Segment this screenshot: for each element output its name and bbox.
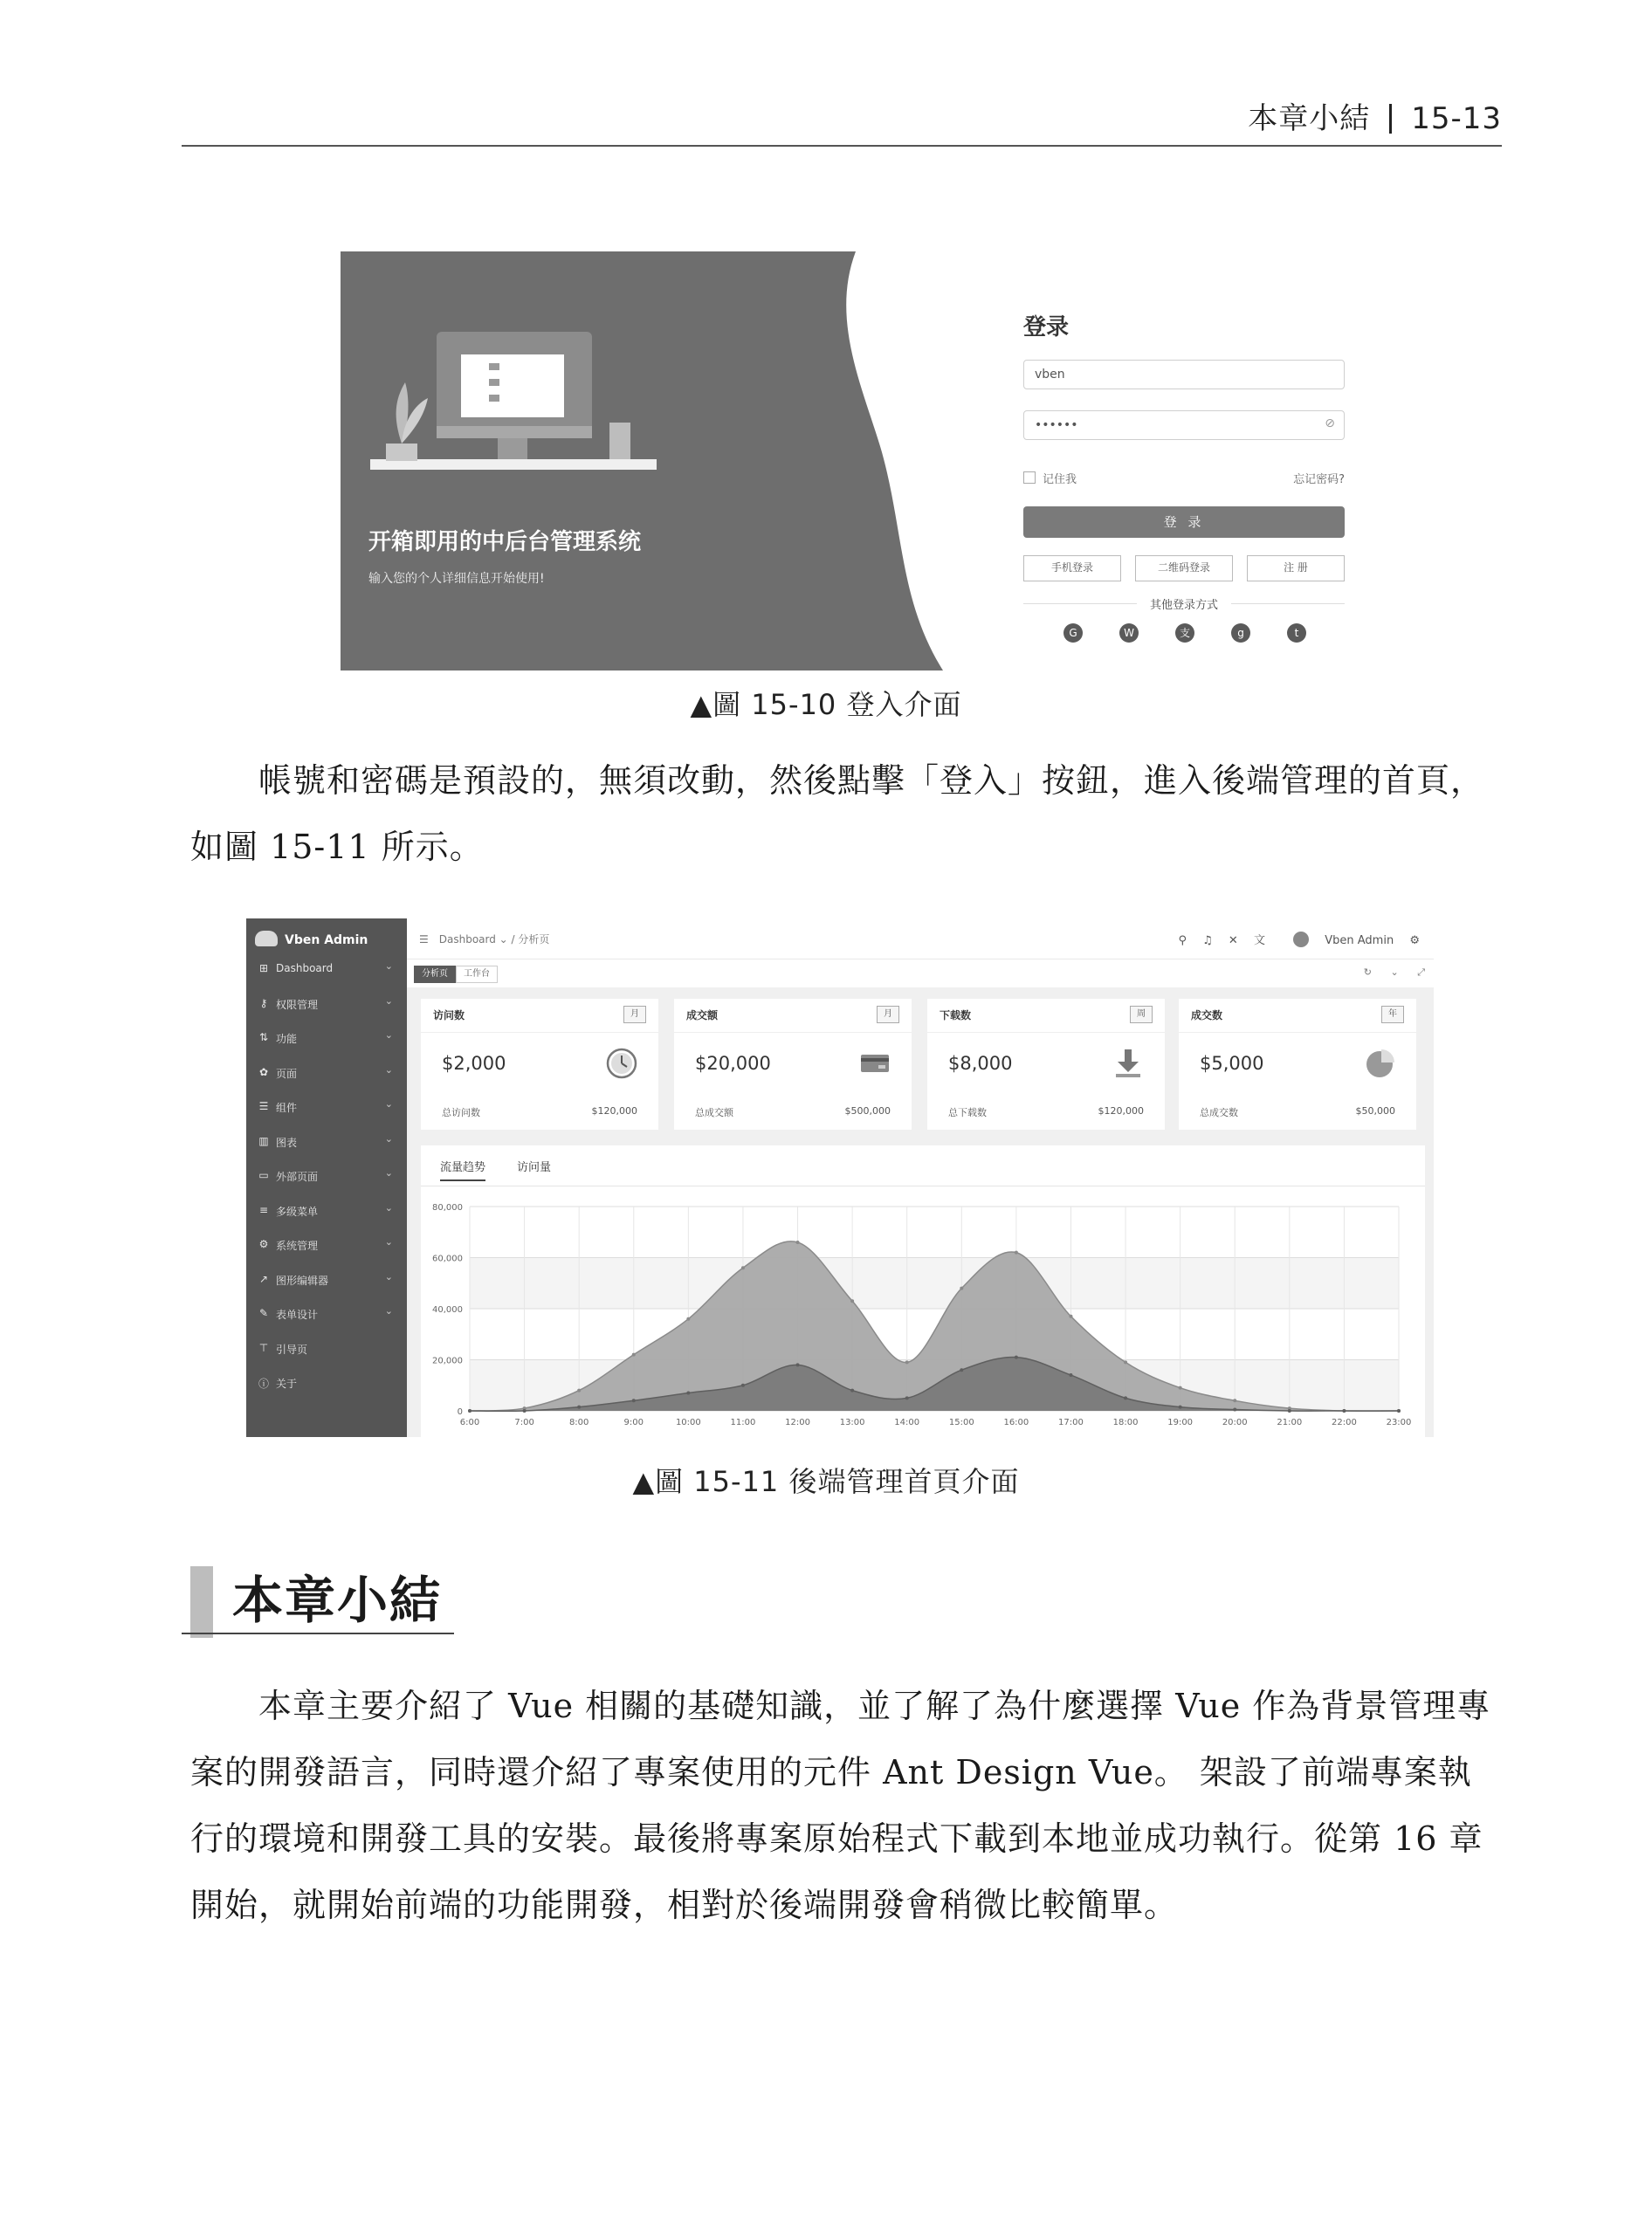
- card-divider: [1179, 1032, 1416, 1033]
- translate-icon[interactable]: 文: [1253, 934, 1265, 947]
- chevron-down-icon: ⌄: [384, 1201, 393, 1214]
- card-divider: [674, 1032, 912, 1033]
- sidebar-item[interactable]: [246, 1159, 407, 1192]
- card-footer-label: 总访问数: [442, 1107, 480, 1118]
- dashboard-icon: ⊞: [258, 962, 269, 974]
- github-icon[interactable]: G: [1063, 623, 1083, 643]
- x-tick-label: 6:00: [459, 1418, 480, 1427]
- chevron-down-icon[interactable]: ⌄: [1390, 966, 1399, 978]
- brand-name: Vben Admin: [285, 933, 368, 947]
- topbar-tools: [1166, 931, 1420, 947]
- data-point: [1069, 1315, 1072, 1318]
- login-form-title: 登录: [1023, 314, 1070, 340]
- card-footer-label: 总成交额: [695, 1107, 733, 1118]
- download-icon: [1112, 1048, 1144, 1079]
- expand-icon[interactable]: ⤢: [1417, 966, 1425, 978]
- menu-icon: ≡: [258, 1203, 269, 1216]
- login-hero-panel: [341, 251, 952, 670]
- sidebar-item-label: 多级菜单: [276, 1205, 319, 1218]
- sidebar-item-label: 图形编辑器: [276, 1274, 329, 1287]
- sidebar-item-label: 外部页面: [276, 1171, 319, 1183]
- sidebar-item-label: 权限管理: [276, 998, 319, 1011]
- section-heading: [190, 1554, 452, 1638]
- x-tick-label: 17:00: [1058, 1418, 1084, 1427]
- data-point: [850, 1299, 854, 1303]
- eye-off-icon[interactable]: ⊘: [1325, 416, 1335, 430]
- chevron-down-icon: ⌄: [384, 1167, 393, 1179]
- sidebar-item-label: 引导页: [276, 1343, 308, 1356]
- stat-card: [1179, 999, 1416, 1130]
- sidebar-item-label: 组件: [276, 1102, 298, 1114]
- period-tag[interactable]: 年: [1381, 1006, 1404, 1023]
- paragraph-1-text: 帳號和密碼是預設的，無須改動，然後點擊「登入」按鈕，進入後端管理的首頁，如圖 15-11 所示。: [190, 761, 1485, 866]
- chevron-down-icon: ⌄: [384, 1132, 393, 1145]
- login-subtitle: 输入您的个人详细信息开始使用!: [368, 572, 545, 586]
- running-header: [182, 91, 1502, 147]
- login-form: [1023, 251, 1362, 670]
- section-title: 本章小結: [232, 1571, 443, 1630]
- data-point: [1397, 1409, 1401, 1413]
- card-footer-value: $120,000: [591, 1105, 637, 1117]
- tab-analysis[interactable]: 分析页: [414, 966, 456, 983]
- card-footer-label: 总下载数: [948, 1107, 987, 1118]
- card-divider: [927, 1032, 1165, 1033]
- breadcrumb-text[interactable]: Dashboard ⌄ / 分析页: [438, 933, 550, 946]
- figure-caption-15-10: ▲圖 15-10 登入介面: [690, 688, 962, 721]
- card-value: $20,000: [695, 1053, 771, 1074]
- data-point: [741, 1266, 745, 1269]
- sidebar-item[interactable]: [246, 1056, 407, 1089]
- x-tick-label: 21:00: [1277, 1418, 1303, 1427]
- grid-band: [470, 1258, 1399, 1310]
- x-tick-label: 11:00: [730, 1418, 756, 1427]
- breadcrumb: [419, 932, 549, 946]
- x-tick-label: 22:00: [1331, 1418, 1357, 1427]
- sidebar-item-label: 表单设计: [276, 1309, 319, 1321]
- card-footer-label: 总成交数: [1200, 1107, 1238, 1118]
- card-title: 成交数: [1191, 1009, 1223, 1021]
- wechat-icon[interactable]: W: [1119, 623, 1139, 643]
- sidebar-item[interactable]: [246, 1090, 407, 1123]
- key-icon: ⚷: [259, 996, 268, 1009]
- sidebar-item-label: 图表: [276, 1136, 298, 1149]
- data-point: [1233, 1399, 1236, 1402]
- logo-icon: [255, 931, 278, 946]
- card-value: $2,000: [442, 1053, 506, 1074]
- sidebar-item[interactable]: [246, 987, 407, 1020]
- pie-icon: [1364, 1048, 1395, 1079]
- flow-icon: ↗: [258, 1272, 269, 1285]
- chevron-down-icon: ⌄: [384, 1029, 393, 1041]
- x-tick-label: 23:00: [1386, 1418, 1412, 1427]
- y-tick-label: 0: [457, 1407, 463, 1417]
- paragraph-2-text: 本章主要介紹了 Vue 相關的基礎知識，並了解了為什麼選擇 Vue 作為背景管理專案的開發語言，同時還介紹了專案使用的元件 Ant Design Vue。 架設了前端專案執行的環境和開發工具的安裝。最後將專案原始程式下載到本地並成功執行。從第 16 章開始，就開始前端的功能開發，相對於後端開發會稍微比較簡單。: [190, 1687, 1491, 1924]
- login-slogan: 开箱即用的中后台管理系统: [368, 529, 642, 555]
- figure-caption-15-11: ▲圖 15-11 後端管理首頁介面: [632, 1465, 1020, 1498]
- data-point: [1015, 1356, 1018, 1359]
- tab-visits[interactable]: 访问量: [517, 1161, 552, 1174]
- chevron-down-icon: ⌄: [384, 1305, 393, 1317]
- chevron-down-icon: ⌄: [384, 1063, 393, 1076]
- data-point: [577, 1406, 581, 1409]
- sidebar-item[interactable]: [246, 1124, 407, 1158]
- login-submit-button[interactable]: 登 录: [1023, 506, 1345, 538]
- tab-traffic-trend[interactable]: 流量趋势: [440, 1158, 485, 1181]
- section-heading-bar: [190, 1566, 213, 1638]
- clock-icon: [606, 1048, 637, 1079]
- alipay-icon[interactable]: 支: [1175, 623, 1194, 643]
- user-name: Vben Admin: [1325, 934, 1394, 947]
- wallet-icon: [859, 1048, 891, 1079]
- database-icon: ☰: [258, 1100, 269, 1112]
- checkbox-icon: [1023, 471, 1036, 484]
- chapter-label: 本章小結: [1248, 101, 1371, 136]
- card-footer-value: $50,000: [1355, 1105, 1395, 1117]
- y-tick-label: 60,000: [432, 1254, 463, 1264]
- register-button[interactable]: 注 册: [1247, 555, 1345, 581]
- refresh-icon[interactable]: ↻: [1363, 966, 1372, 978]
- x-tick-label: 12:00: [785, 1418, 810, 1427]
- data-point: [796, 1363, 800, 1366]
- brand-logo[interactable]: [255, 931, 368, 947]
- dashboard-sidebar: [246, 918, 407, 1437]
- x-tick-label: 18:00: [1112, 1418, 1139, 1427]
- sidebar-item[interactable]: [246, 952, 407, 985]
- tool-icon: ✎: [258, 1307, 269, 1319]
- guide-icon: ⊤: [258, 1341, 269, 1354]
- tab-workbench[interactable]: 工作台: [456, 966, 498, 983]
- card-divider: [421, 1032, 658, 1033]
- data-point: [1179, 1406, 1182, 1409]
- x-tick-label: 9:00: [623, 1418, 644, 1427]
- data-point: [796, 1241, 800, 1244]
- remember-me-checkbox[interactable]: [1023, 470, 1077, 486]
- page-number: 15-13: [1411, 101, 1502, 136]
- chevron-down-icon: ⌄: [384, 1098, 393, 1110]
- grid-band: [470, 1207, 1399, 1258]
- data-point: [741, 1384, 745, 1387]
- data-point: [686, 1317, 690, 1321]
- header-separator: [1389, 104, 1392, 134]
- sidebar-item[interactable]: [246, 1021, 407, 1054]
- data-point: [1342, 1409, 1346, 1413]
- data-point: [686, 1392, 690, 1395]
- data-point: [577, 1389, 581, 1393]
- y-tick-label: 80,000: [432, 1203, 463, 1213]
- traffic-trend-chart: [421, 1193, 1425, 1437]
- search-icon[interactable]: ⚲: [1178, 934, 1187, 947]
- card-value: $5,000: [1200, 1053, 1264, 1074]
- menu-fold-icon[interactable]: ☰: [419, 933, 429, 946]
- remember-me-label: 记住我: [1043, 473, 1077, 486]
- data-point: [850, 1389, 854, 1393]
- about-icon: ⓘ: [258, 1378, 269, 1390]
- sidebar-item-label: 功能: [276, 1033, 298, 1045]
- x-tick-label: 13:00: [839, 1418, 865, 1427]
- data-point: [1015, 1251, 1018, 1255]
- transfer-icon: ⇅: [258, 1031, 269, 1043]
- card-value: $8,000: [948, 1053, 1013, 1074]
- data-point: [960, 1368, 963, 1372]
- data-point: [1124, 1360, 1127, 1364]
- password-value: ••••••: [1035, 418, 1078, 432]
- stat-card: [927, 999, 1165, 1130]
- x-tick-label: 14:00: [894, 1418, 920, 1427]
- x-tick-label: 7:00: [514, 1418, 534, 1427]
- paragraph-2: [190, 1673, 1500, 1938]
- tab-bar: [407, 959, 1434, 987]
- x-tick-label: 19:00: [1167, 1418, 1194, 1427]
- section-rule: [182, 1633, 454, 1634]
- x-tick-label: 10:00: [675, 1418, 701, 1427]
- bell-icon[interactable]: ♫: [1202, 934, 1213, 947]
- figure-dashboard-screenshot: [246, 918, 1434, 1437]
- data-point: [632, 1399, 636, 1402]
- data-point: [1179, 1386, 1182, 1390]
- x-tick-label: 15:00: [948, 1418, 974, 1427]
- card-footer-value: $500,000: [844, 1105, 891, 1117]
- gear-icon: ⚙: [258, 1238, 269, 1250]
- data-point: [468, 1409, 472, 1413]
- sidebar-item[interactable]: [246, 1193, 407, 1227]
- settings-icon[interactable]: ⚙: [1409, 934, 1420, 947]
- sidebar-item-label: 关于: [276, 1378, 298, 1390]
- avatar[interactable]: [1281, 934, 1394, 947]
- sidebar-item[interactable]: [246, 1228, 407, 1261]
- card-footer-value: $120,000: [1098, 1105, 1144, 1117]
- qrcode-login-button[interactable]: 二维码登录: [1135, 555, 1233, 581]
- chevron-down-icon: ⌄: [384, 1270, 393, 1283]
- x-tick-label: 20:00: [1222, 1418, 1248, 1427]
- chevron-down-icon: ⌄: [384, 960, 393, 972]
- chart-icon: ▥: [258, 1134, 269, 1147]
- dashboard-topbar: [407, 918, 1434, 959]
- forgot-password-link[interactable]: 忘记密码?: [1293, 473, 1345, 486]
- stat-card: [674, 999, 912, 1130]
- paragraph-1: [190, 747, 1500, 880]
- figure-login-screenshot: [341, 251, 1449, 670]
- card-title: 下载数: [940, 1009, 972, 1021]
- google-icon[interactable]: g: [1231, 623, 1250, 643]
- password-field[interactable]: [1023, 410, 1345, 440]
- data-point: [960, 1287, 963, 1290]
- chevron-down-icon: ⌄: [384, 994, 393, 1007]
- stat-card: [421, 999, 658, 1130]
- card-title: 访问数: [433, 1009, 465, 1021]
- data-point: [1069, 1373, 1072, 1377]
- data-point: [632, 1353, 636, 1357]
- login-hero-illustration: [341, 251, 952, 670]
- period-tag[interactable]: 周: [1130, 1006, 1153, 1023]
- sidebar-item[interactable]: [246, 1262, 407, 1296]
- tab-tools: [1348, 966, 1425, 979]
- y-tick-label: 20,000: [432, 1356, 463, 1366]
- period-tag[interactable]: 月: [877, 1006, 899, 1023]
- sidebar-item-label: 系统管理: [276, 1240, 319, 1252]
- running-header-text: [1248, 94, 1502, 137]
- data-point: [905, 1360, 909, 1364]
- desktop-icon: ▭: [258, 1169, 269, 1181]
- y-tick-label: 40,000: [432, 1305, 463, 1315]
- x-tick-label: 16:00: [1003, 1418, 1029, 1427]
- data-point: [1288, 1409, 1291, 1413]
- avatar-image: [1293, 932, 1309, 947]
- sidebar-item[interactable]: [246, 1365, 407, 1399]
- data-point: [905, 1396, 909, 1399]
- fullscreen-icon[interactable]: ✕: [1228, 934, 1238, 947]
- settings-icon: ✿: [258, 1065, 269, 1078]
- data-point: [1233, 1408, 1236, 1412]
- data-point: [1124, 1396, 1127, 1399]
- period-tag[interactable]: 月: [623, 1006, 646, 1023]
- sidebar-item-label: Dashboard: [276, 962, 334, 974]
- data-point: [523, 1409, 527, 1413]
- sidebar-item-label: 页面: [276, 1067, 298, 1080]
- sidebar-item[interactable]: [246, 1331, 407, 1365]
- chevron-down-icon: ⌄: [384, 1236, 393, 1248]
- username-field[interactable]: vben: [1023, 360, 1345, 389]
- x-tick-label: 8:00: [568, 1418, 589, 1427]
- phone-login-button[interactable]: 手机登录: [1023, 555, 1121, 581]
- twitter-icon[interactable]: t: [1287, 623, 1306, 643]
- card-title: 成交额: [686, 1009, 719, 1021]
- trend-chart-card: [421, 1145, 1425, 1437]
- other-login-label: 其他登录方式: [1023, 595, 1345, 612]
- sidebar-item[interactable]: [246, 1296, 407, 1330]
